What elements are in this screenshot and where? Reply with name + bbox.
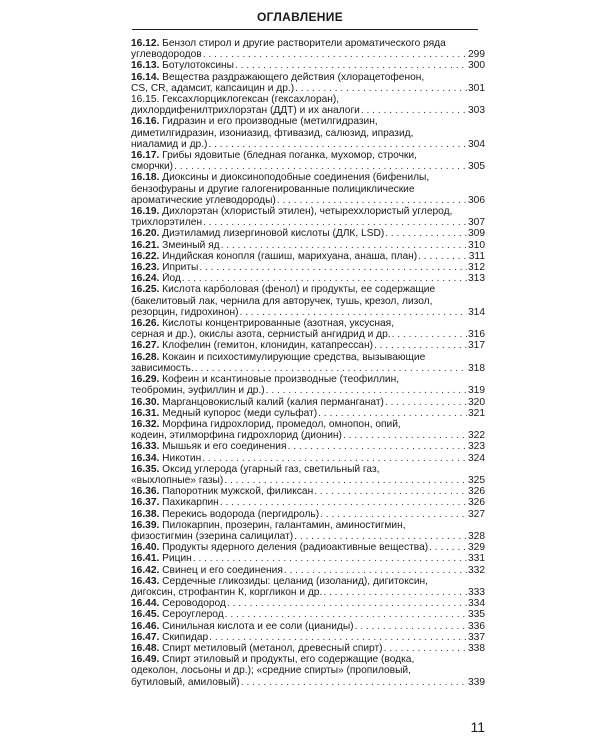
- toc-entry-title: трихлорэтилен: [131, 217, 203, 229]
- toc-entry-title: Пахикарпин: [162, 497, 219, 509]
- toc-entry[interactable]: [131, 38, 485, 60]
- dot-leader: [323, 587, 467, 598]
- toc-entry-title: Йод: [162, 273, 181, 285]
- toc-entry-line: [131, 464, 485, 475]
- toc-entry[interactable]: [131, 273, 485, 284]
- toc-entry-number: 16.14.: [131, 71, 160, 83]
- toc-entry-page: 325: [468, 474, 485, 486]
- toc-entry-line: [131, 94, 485, 105]
- toc-entry-number: 16.18.: [131, 172, 160, 184]
- toc-entry-line: [131, 621, 485, 632]
- dot-leader: [208, 139, 467, 150]
- toc-entry-title: Морфина гидрохлорид, промедол, омнопон, опий,: [162, 418, 401, 430]
- toc-entry-page: 314: [468, 306, 485, 318]
- toc-entry-title: Пилокарпин, прозерин, галантамин, аминостигмин,: [162, 519, 406, 531]
- toc-entry-number: 16.39.: [131, 519, 160, 531]
- toc-entry-number: 16.15.: [131, 94, 160, 106]
- toc-entry-line: [131, 632, 485, 643]
- toc-entry-number: 16.43.: [131, 575, 160, 587]
- toc-entry-line: [131, 520, 485, 531]
- toc-entry-line: [131, 139, 485, 150]
- toc-entry-line: [131, 598, 485, 609]
- toc-entry-title: Спирт метиловый (метанол, древесный спирт): [162, 642, 383, 654]
- table-of-contents: [131, 38, 485, 688]
- toc-entry-title: Кислота карболовая (фенол) и продукты, ее содержащие: [162, 284, 436, 296]
- dot-leader: [374, 340, 467, 351]
- toc-entry-line: [131, 565, 485, 576]
- dot-leader: [277, 195, 467, 206]
- toc-entry-number: 16.47.: [131, 631, 160, 643]
- toc-entry-title: Оксид углерода (угарный газ, светильный газ,: [162, 463, 380, 475]
- toc-entry-title: бензофураны и другие галогенированные полициклические: [131, 183, 415, 195]
- dot-leader: [241, 677, 467, 688]
- toc-entry-page: 326: [468, 486, 485, 498]
- toc-entry-line: [131, 531, 485, 542]
- toc-entry-number: 16.29.: [131, 374, 160, 386]
- toc-entry-line: [131, 497, 485, 508]
- toc-entry-line: [131, 150, 485, 161]
- toc-entry-number: 16.28.: [131, 351, 160, 363]
- toc-entry[interactable]: [131, 453, 485, 464]
- toc-entry-title: Грибы ядовитые (бледная поганка, мухомор, строчки,: [162, 150, 417, 162]
- dot-leader: [384, 643, 467, 654]
- toc-entry[interactable]: [131, 284, 485, 318]
- toc-entry-number: 16.34.: [131, 452, 160, 464]
- toc-entry-title: Сердечные гликозиды: целанид (изоланид), дигитоксин,: [162, 575, 429, 587]
- toc-entry-title: Свинец и его соединения: [162, 564, 283, 576]
- toc-entry[interactable]: [131, 206, 485, 228]
- toc-entry-page: 317: [468, 340, 485, 352]
- toc-entry-title: Мышьяк и его соединения: [162, 441, 287, 453]
- toc-entry-line: [131, 430, 485, 441]
- toc-entry-page: 301: [468, 82, 485, 94]
- dot-leader: [202, 453, 467, 464]
- toc-entry-title: серная и др.), окислы азота, сернистый ангидрид и др.: [131, 329, 391, 341]
- toc-entry-title: ниаламид и др.): [131, 138, 208, 150]
- dot-leader: [418, 251, 468, 262]
- toc-entry-page: 304: [468, 138, 485, 150]
- toc-entry[interactable]: [131, 116, 485, 150]
- toc-entry[interactable]: [131, 150, 485, 172]
- dot-leader: [199, 262, 467, 273]
- toc-entry-line: [131, 609, 485, 620]
- dot-leader: [392, 329, 467, 340]
- toc-entry-page: 316: [468, 329, 485, 341]
- toc-entry-page: 334: [468, 598, 485, 610]
- toc-entry[interactable]: [131, 609, 485, 620]
- toc-entry-title: теобромин, эуфиллин и др.): [131, 385, 265, 397]
- toc-entry-title: Спирт этиловый и продукты, его содержащие (водка,: [162, 654, 415, 666]
- toc-entry-line: [131, 340, 485, 351]
- toc-entry-line: [131, 105, 485, 116]
- toc-entry-page: 332: [468, 564, 485, 576]
- toc-entry-number: 16.26.: [131, 318, 160, 330]
- toc-entry-page: 327: [468, 508, 485, 520]
- toc-entry-line: [131, 273, 485, 284]
- toc-entry-line: [131, 318, 485, 329]
- toc-entry-line: [131, 363, 485, 374]
- toc-entry-title: Сероводород: [162, 598, 226, 610]
- toc-entry[interactable]: [131, 509, 485, 520]
- dot-leader: [235, 60, 467, 71]
- toc-entry[interactable]: [131, 441, 485, 452]
- toc-entry-title: Змеиный яд: [162, 239, 220, 251]
- toc-entry-page: 310: [468, 239, 485, 251]
- toc-entry[interactable]: [131, 565, 485, 576]
- toc-entry-page: 313: [468, 273, 485, 285]
- toc-entry-title: Сероуглерод: [162, 609, 224, 621]
- toc-entry-title: CS, CR, адамсит, капсаицин и др.): [131, 82, 295, 94]
- toc-entry-number: 16.21.: [131, 239, 160, 251]
- toc-entry-line: [131, 542, 485, 553]
- toc-entry-page: 321: [468, 407, 485, 419]
- toc-entry-title: Диэтиламид лизергиновой кислоты (ДЛК, LSD): [162, 228, 385, 240]
- toc-entry-number: 16.46.: [131, 620, 160, 632]
- toc-entry-page: 303: [468, 105, 485, 117]
- toc-entry-page: 331: [468, 553, 485, 565]
- dot-leader: [193, 553, 467, 564]
- toc-entry-page: 338: [468, 642, 485, 654]
- header-rule: [132, 29, 478, 30]
- toc-entry-page: 322: [468, 430, 485, 442]
- toc-entry-line: [131, 329, 485, 340]
- toc-entry[interactable]: [131, 621, 485, 632]
- toc-entry[interactable]: [131, 419, 485, 441]
- toc-entry[interactable]: [131, 240, 485, 251]
- toc-entry[interactable]: [131, 352, 485, 374]
- toc-entry-page: 319: [468, 385, 485, 397]
- dot-leader: [220, 497, 467, 508]
- toc-entry-number: 16.45.: [131, 609, 160, 621]
- toc-entry-title: зависимость.: [131, 362, 194, 374]
- dot-leader: [355, 621, 467, 632]
- toc-entry-title: дигоксин, строфантин К, коргликон и др.: [131, 586, 323, 598]
- toc-entry-line: [131, 206, 485, 217]
- toc-entry-line: [131, 128, 485, 139]
- dot-leader: [295, 83, 467, 94]
- toc-entry-number: 16.16.: [131, 116, 160, 128]
- toc-entry-line: [131, 419, 485, 430]
- toc-entry-title: Папоротник мужской, филиксан: [162, 486, 314, 498]
- toc-entry[interactable]: [131, 340, 485, 351]
- toc-entry-page: 300: [468, 60, 485, 72]
- toc-entry-page: 336: [468, 620, 485, 632]
- toc-entry-line: [131, 184, 485, 195]
- toc-entry-number: 16.24.: [131, 273, 160, 285]
- toc-entry-title: Никотин: [162, 452, 202, 464]
- toc-entry-line: [131, 228, 485, 239]
- toc-entry-line: [131, 441, 485, 452]
- toc-entry-number: 16.30.: [131, 396, 160, 408]
- toc-entry-title: резорцин, гидрохинон): [131, 306, 239, 318]
- toc-entry-line: [131, 385, 485, 396]
- toc-entry[interactable]: [131, 542, 485, 553]
- toc-entry-number: 16.13.: [131, 60, 160, 72]
- toc-entry-number: 16.35.: [131, 463, 160, 475]
- toc-entry[interactable]: [131, 497, 485, 508]
- dot-leader: [429, 542, 467, 553]
- toc-entry-line: [131, 397, 485, 408]
- toc-entry-line: [131, 307, 485, 318]
- toc-entry[interactable]: [131, 172, 485, 206]
- page-number: 11: [470, 719, 485, 735]
- toc-entry-page: 318: [468, 362, 485, 374]
- page-header: ОГЛАВЛЕНИЕ: [256, 10, 343, 24]
- toc-entry-line: [131, 677, 485, 688]
- toc-entry-page: 326: [468, 497, 485, 509]
- toc-entry-title: Ботулотоксины: [162, 60, 234, 72]
- toc-entry-page: 324: [468, 452, 485, 464]
- toc-entry-number: 16.33.: [131, 441, 160, 453]
- toc-entry[interactable]: [131, 553, 485, 564]
- toc-entry[interactable]: [131, 576, 485, 598]
- dot-leader: [182, 273, 467, 284]
- toc-entry-title: дихлордифенилтрихлорэтан (ДДТ) и их аналоги: [131, 105, 360, 117]
- toc-entry-page: 312: [468, 262, 485, 274]
- toc-entry[interactable]: [131, 60, 485, 71]
- toc-entry[interactable]: [131, 598, 485, 609]
- toc-entry-line: [131, 553, 485, 564]
- toc-entry-number: 16.23.: [131, 262, 160, 274]
- toc-entry[interactable]: [131, 72, 485, 94]
- toc-entry-number: 16.37.: [131, 497, 160, 509]
- toc-entry-line: [131, 352, 485, 363]
- toc-entry-title: Гидразин и его производные (метилгидразин,: [162, 116, 378, 128]
- toc-entry-line: [131, 49, 485, 60]
- toc-entry-title: бутиловый, амиловый): [131, 676, 240, 688]
- toc-entry-line: [131, 262, 485, 273]
- toc-entry-title: ароматические углеводороды): [131, 194, 276, 206]
- toc-entry-line: [131, 284, 485, 295]
- toc-entry-page: 337: [468, 631, 485, 643]
- toc-entry-number: 16.32.: [131, 418, 160, 430]
- toc-entry-line: [131, 240, 485, 251]
- toc-entry-title: Диоксины и диоксиноподобные соединения (бифенилы,: [162, 172, 430, 184]
- toc-entry-title: Вещества раздражающего действия (хлорацетофенон,: [162, 71, 425, 83]
- toc-entry[interactable]: [131, 654, 485, 688]
- toc-entry-line: [131, 195, 485, 206]
- dot-leader: [343, 430, 467, 441]
- dot-leader: [385, 397, 467, 408]
- toc-entry-line: [131, 116, 485, 127]
- toc-entry-number: 16.22.: [131, 250, 160, 262]
- toc-entry-number: 16.25.: [131, 284, 160, 296]
- dot-leader: [227, 598, 467, 609]
- toc-entry[interactable]: [131, 643, 485, 654]
- toc-entry-line: [131, 509, 485, 520]
- toc-entry-title: углеводородов: [131, 49, 202, 61]
- toc-entry-title: кодеин, этилморфина гидрохлорид (дионин): [131, 430, 342, 442]
- toc-entry-line: [131, 587, 485, 598]
- toc-entry-number: 16.41.: [131, 553, 160, 565]
- toc-entry[interactable]: [131, 464, 485, 486]
- toc-entry-title: одеколон, лосьоны и др.); «средние спирты» (пропиловый,: [131, 665, 411, 677]
- toc-entry-line: [131, 654, 485, 665]
- toc-entry-line: [131, 643, 485, 654]
- toc-entry-line: [131, 161, 485, 172]
- toc-entry-title: Кислоты концентрированные (азотная, уксусная,: [162, 318, 395, 330]
- toc-entry-number: 16.36.: [131, 486, 160, 498]
- dot-leader: [203, 217, 467, 228]
- toc-entry[interactable]: [131, 262, 485, 273]
- dot-leader: [320, 509, 467, 520]
- toc-entry-line: [131, 60, 485, 71]
- toc-entry[interactable]: [131, 632, 485, 643]
- toc-entry-title: «выхлопные» газы): [131, 474, 224, 486]
- toc-entry-line: [131, 172, 485, 183]
- toc-entry-line: [131, 83, 485, 94]
- toc-entry-line: [131, 486, 485, 497]
- toc-entry-line: [131, 251, 485, 262]
- dot-leader: [209, 632, 467, 643]
- toc-entry-line: [131, 374, 485, 385]
- toc-entry-number: 16.17.: [131, 150, 160, 162]
- dot-leader: [294, 531, 467, 542]
- toc-entry[interactable]: [131, 408, 485, 419]
- dot-leader: [385, 228, 467, 239]
- dot-leader: [284, 565, 467, 576]
- dot-leader: [288, 441, 467, 452]
- toc-entry-line: [131, 38, 485, 49]
- toc-entry-page: 299: [468, 49, 485, 61]
- toc-entry-page: 305: [468, 161, 485, 173]
- toc-entry-title: Продукты ядерного деления (радиоактивные вещества): [162, 542, 429, 554]
- dot-leader: [195, 363, 467, 374]
- toc-entry-page: 307: [468, 217, 485, 229]
- toc-entry-title: Иприты: [162, 262, 199, 274]
- toc-entry-number: 16.19.: [131, 206, 160, 218]
- toc-entry-title: Медный купорос (меди сульфат): [162, 407, 318, 419]
- toc-entry[interactable]: [131, 251, 485, 262]
- toc-entry-title: Клофелин (гемитон, клонидин, катапрессан): [162, 340, 373, 352]
- toc-entry-page: 328: [468, 530, 485, 542]
- toc-entry-title: Скипидар: [162, 631, 209, 643]
- dot-leader: [266, 385, 467, 396]
- dot-leader: [203, 49, 467, 60]
- toc-entry-line: [131, 576, 485, 587]
- toc-entry-title: Дихлорэтан (хлористый этилен), четыреххлористый углерод,: [162, 206, 453, 218]
- toc-entry-line: [131, 217, 485, 228]
- toc-entry[interactable]: [131, 486, 485, 497]
- toc-entry-page: 333: [468, 586, 485, 598]
- toc-entry-number: 16.42.: [131, 564, 160, 576]
- toc-entry-page: 329: [468, 542, 485, 554]
- toc-entry-page: 335: [468, 609, 485, 621]
- toc-entry[interactable]: [131, 94, 485, 116]
- toc-entry-page: 339: [468, 676, 485, 688]
- dot-leader: [224, 475, 467, 486]
- toc-entry-page: 323: [468, 441, 485, 453]
- dot-leader: [174, 161, 467, 172]
- toc-entry-line: [131, 453, 485, 464]
- toc-entry[interactable]: [131, 318, 485, 340]
- toc-entry-number: 16.48.: [131, 642, 160, 654]
- dot-leader: [225, 609, 467, 620]
- toc-entry-number: 16.38.: [131, 508, 160, 520]
- toc-entry-title: физостигмин (эзерина салицилат): [131, 530, 294, 542]
- toc-entry-title: Индийская конопля (гашиш, марихуана, анаша, план): [162, 250, 418, 262]
- dot-leader: [221, 240, 467, 251]
- toc-entry-title: Рицин: [162, 553, 192, 565]
- dot-leader: [318, 408, 467, 419]
- toc-entry-line: [131, 665, 485, 676]
- toc-entry[interactable]: [131, 397, 485, 408]
- toc-entry-title: Перекись водорода (пергидроль): [162, 508, 320, 520]
- toc-entry-page: 320: [468, 396, 485, 408]
- toc-entry-title: сморчки): [131, 161, 174, 173]
- dot-leader: [314, 486, 467, 497]
- toc-entry-number: 16.49.: [131, 654, 160, 666]
- toc-entry[interactable]: [131, 374, 485, 396]
- dot-leader: [361, 105, 467, 116]
- toc-entry-number: 16.27.: [131, 340, 160, 352]
- toc-entry-line: [131, 72, 485, 83]
- toc-entry-title: Кокаин и психостимулирующие средства, вызывающие: [162, 351, 426, 363]
- toc-entry-number: 16.12.: [131, 38, 160, 49]
- toc-entry-title: Бензол стирол и другие растворители ароматического ряда: [162, 38, 446, 49]
- toc-entry-title: (бакелитовый лак, чернила для авторучек, тушь, крезол, лизол,: [131, 295, 433, 307]
- toc-entry-number: 16.44.: [131, 598, 160, 610]
- toc-entry-title: Марганцовокислый калий (калия перманганат): [162, 396, 384, 408]
- toc-entry-line: [131, 408, 485, 419]
- toc-entry-number: 16.40.: [131, 542, 160, 554]
- toc-entry-number: 16.31.: [131, 407, 160, 419]
- toc-entry-line: [131, 475, 485, 486]
- toc-entry-title: Кофеин и ксантиновые производные (теофиллин,: [162, 374, 400, 386]
- toc-entry-line: [131, 296, 485, 307]
- toc-entry[interactable]: [131, 228, 485, 239]
- toc-entry-page: 306: [468, 194, 485, 206]
- toc-entry[interactable]: [131, 520, 485, 542]
- toc-entry-title: диметилгидразин, изониазид, фтивазид, салюзид, ипразид,: [131, 127, 414, 139]
- toc-entry-title: Синильная кислота и ее соли (цианиды): [162, 620, 354, 632]
- toc-entry-page: 311: [468, 250, 485, 262]
- toc-entry-page: 309: [468, 228, 485, 240]
- dot-leader: [239, 307, 467, 318]
- toc-entry-number: 16.20.: [131, 228, 160, 240]
- toc-entry-title: Гексахлорциклогексан (гексахлоран),: [162, 94, 340, 106]
